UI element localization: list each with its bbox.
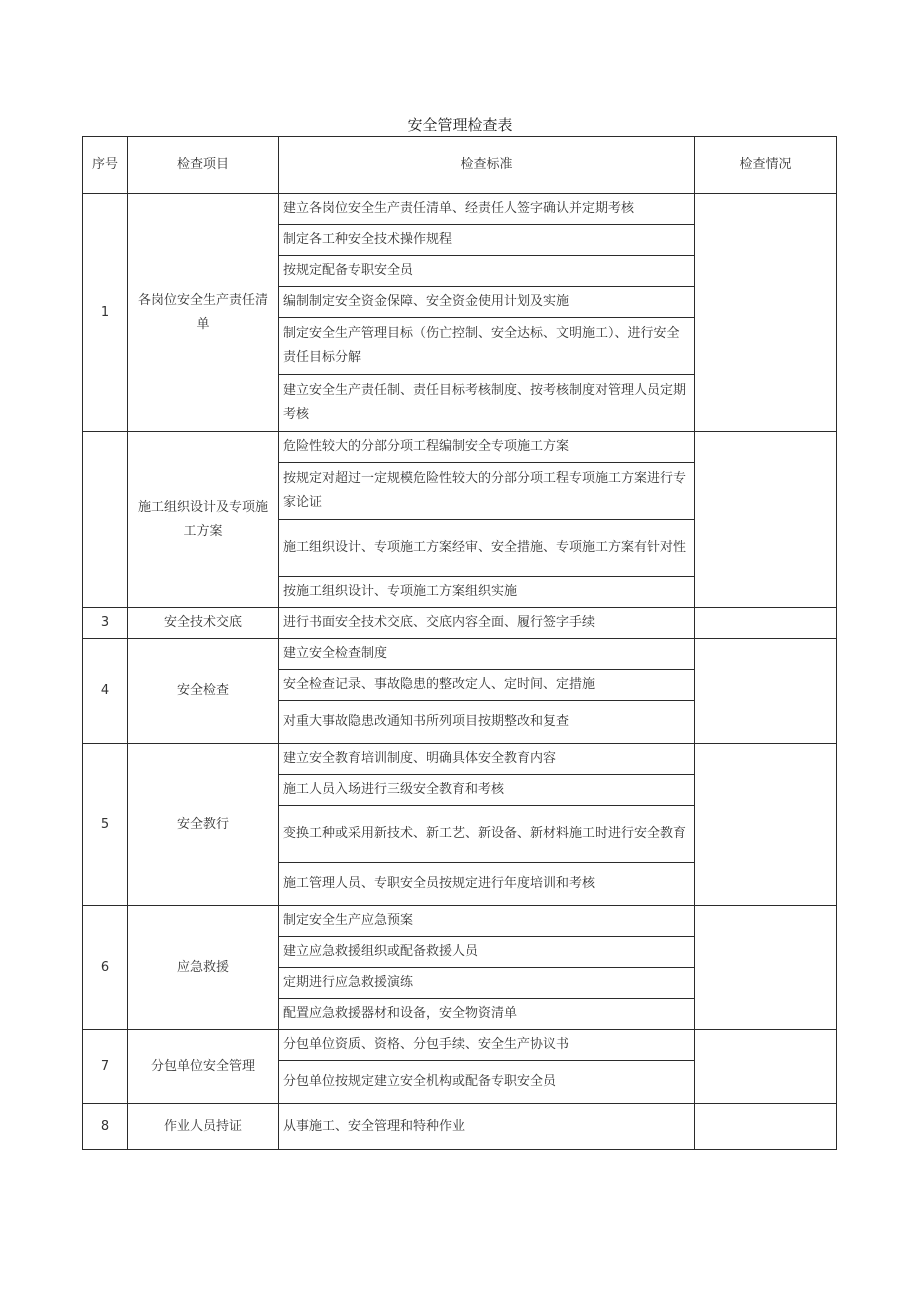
- result-cell[interactable]: [695, 194, 837, 432]
- standard-cell: 建立应急救援组织或配备救援人员: [279, 937, 695, 968]
- standard-cell: 制定安全生产应急预案: [279, 906, 695, 937]
- section-item: 安全技术交底: [128, 608, 279, 639]
- table-row: [83, 744, 837, 775]
- header-no: 序号: [83, 137, 128, 194]
- standard-cell: 建立安全生产责任制、责任目标考核制度、按考核制度对管理人员定期考核: [279, 375, 695, 432]
- standard-cell: 分包单位按规定建立安全机构或配备专职安全员: [279, 1061, 695, 1104]
- result-cell[interactable]: [695, 1030, 837, 1104]
- standard-cell: 分包单位资质、资格、分包手续、安全生产协议书: [279, 1030, 695, 1061]
- header-item: 检查项目: [128, 137, 279, 194]
- section-no: 6: [83, 906, 128, 1030]
- standard-cell: 配置应急救援器材和设备，安全物资清单: [279, 999, 695, 1030]
- section-no: 7: [83, 1030, 128, 1104]
- section-no: 1: [83, 194, 128, 432]
- standard-cell: 安全检查记录、事故隐患的整改定人、定时间、定措施: [279, 670, 695, 701]
- standard-cell: 施工人员入场进行三级安全教育和考核: [279, 775, 695, 806]
- standard-cell: 建立安全教育培训制度、明确具体安全教育内容: [279, 744, 695, 775]
- section-no: 3: [83, 608, 128, 639]
- result-cell[interactable]: [695, 608, 837, 639]
- standard-cell: 建立安全检查制度: [279, 639, 695, 670]
- section-item: 应急救援: [128, 906, 279, 1030]
- table-row: [83, 639, 837, 670]
- standard-cell: 按规定对超过一定规模危险性较大的分部分项工程专项施工方案进行专家论证: [279, 463, 695, 520]
- result-cell[interactable]: [695, 906, 837, 1030]
- standard-cell: 施工管理人员、专职安全员按规定进行年度培训和考核: [279, 863, 695, 906]
- section-no: 5: [83, 744, 128, 906]
- standard-cell: 变换工种或采用新技术、新工艺、新设备、新材料施工时进行安全教育: [279, 806, 695, 863]
- header-row: [83, 137, 837, 194]
- standard-cell: 建立各岗位安全生产责任清单、经责任人签字确认并定期考核: [279, 194, 695, 225]
- standard-cell: 制定安全生产管理目标（伤亡控制、安全达标、文明施工）、进行安全责任目标分解: [279, 318, 695, 375]
- standard-cell: 危险性较大的分部分项工程编制安全专项施工方案: [279, 432, 695, 463]
- section-item: 各岗位安全生产责任清单: [128, 194, 279, 432]
- section-item: 分包单位安全管理: [128, 1030, 279, 1104]
- result-cell[interactable]: [695, 639, 837, 744]
- section-item: 作业人员持证: [128, 1104, 279, 1150]
- result-cell[interactable]: [695, 1104, 837, 1150]
- result-cell[interactable]: [695, 744, 837, 906]
- page-title: 安全管理检查表: [407, 116, 513, 134]
- section-item: 安全检查: [128, 639, 279, 744]
- table-row: [83, 1104, 837, 1150]
- header-standard: 检查标准: [279, 137, 695, 194]
- table-row: [83, 906, 837, 937]
- section-no: [83, 432, 128, 608]
- table-row: [83, 194, 837, 225]
- standard-cell: 编制制定安全资金保障、安全资金使用计划及实施: [279, 287, 695, 318]
- section-no: 4: [83, 639, 128, 744]
- table-row: [83, 1030, 837, 1061]
- table-row: [83, 608, 837, 639]
- standard-cell: 施工组织设计、专项施工方案经审、安全措施、专项施工方案有针对性: [279, 520, 695, 577]
- standard-cell: 按规定配备专职安全员: [279, 256, 695, 287]
- result-cell[interactable]: [695, 432, 837, 608]
- standard-cell: 按施工组织设计、专项施工方案组织实施: [279, 577, 695, 608]
- section-no: 8: [83, 1104, 128, 1150]
- standard-cell: 从事施工、安全管理和特种作业: [279, 1104, 695, 1150]
- safety-inspection-table: [82, 136, 837, 1150]
- section-item: 施工组织设计及专项施工方案: [128, 432, 279, 608]
- header-result: 检查情况: [695, 137, 837, 194]
- table-row: [83, 432, 837, 463]
- standard-cell: 进行书面安全技术交底、交底内容全面、履行签字手续: [279, 608, 695, 639]
- standard-cell: 制定各工种安全技术操作规程: [279, 225, 695, 256]
- section-item: 安全教行: [128, 744, 279, 906]
- standard-cell: 对重大事故隐患改通知书所列项目按期整改和复查: [279, 701, 695, 744]
- standard-cell: 定期进行应急救援演练: [279, 968, 695, 999]
